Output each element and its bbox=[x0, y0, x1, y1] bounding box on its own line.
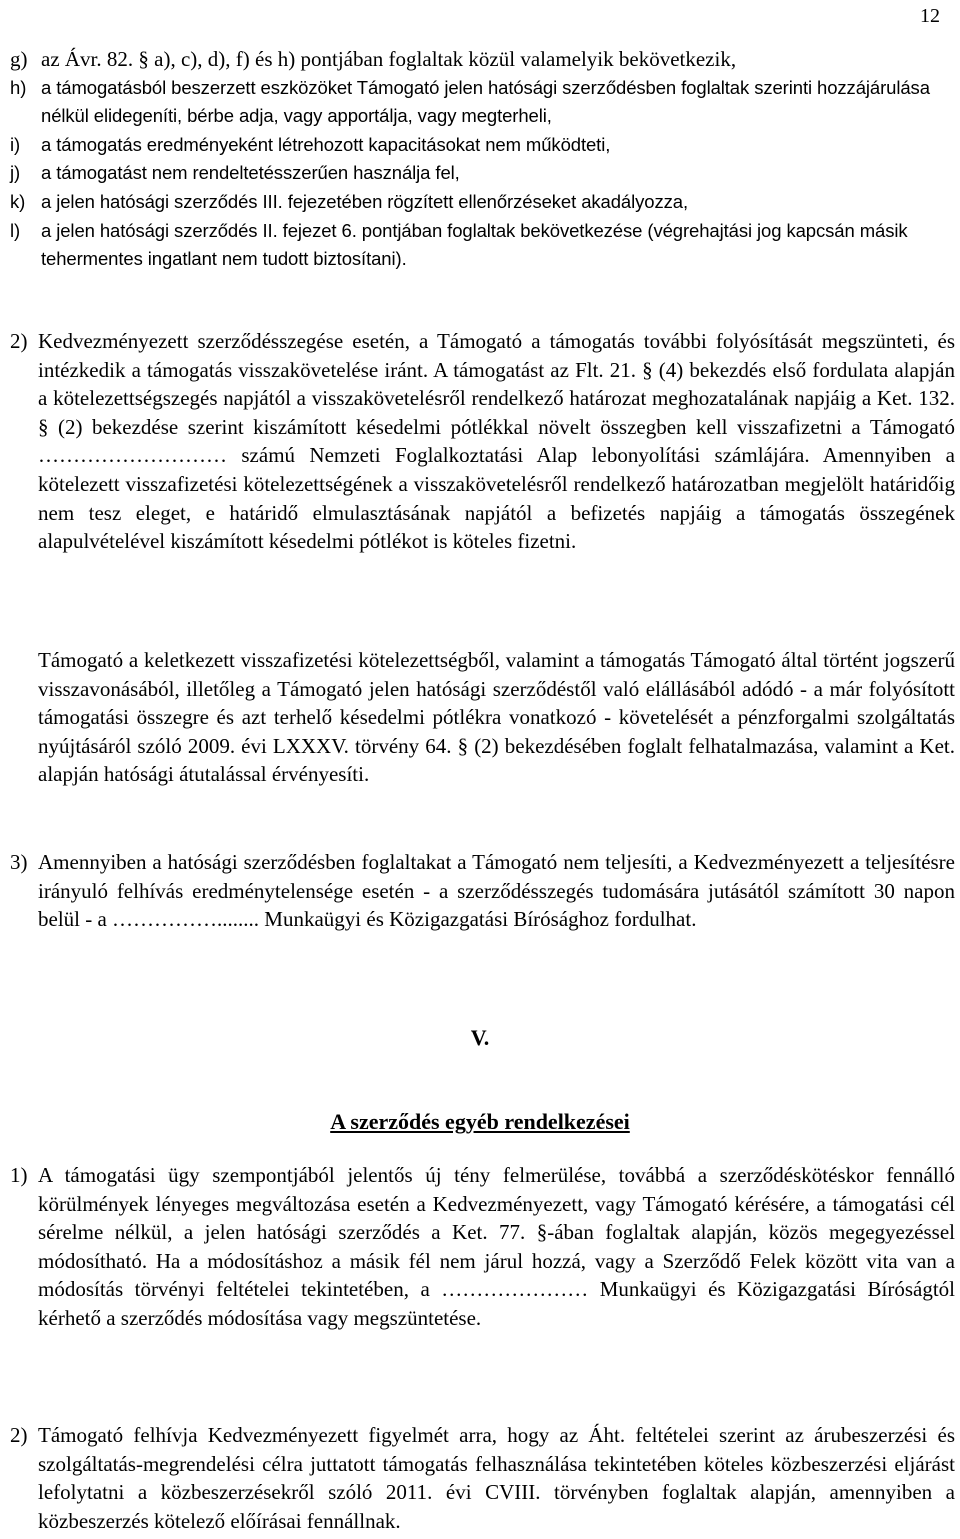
section-label: 3) bbox=[10, 850, 28, 874]
list-item bbox=[10, 217, 955, 274]
list-item-text: a támogatásból beszerzett eszközöket Támogató jelen hatósági szerződésben foglaltak szerinti hozzájárulása nélkül elidegeníti, bérbe adja, vagy apportálja, vagy megterheli, bbox=[41, 76, 930, 127]
list-item-label: h) bbox=[10, 76, 27, 98]
chapter-number: V. bbox=[470, 1025, 490, 1050]
section-text: Amennyiben a hatósági szerződésben foglaltakat a Támogató nem teljesíti, a Kedvezményezett a teljesítésre irányuló felhívás eredménytelensége esetén - a szerződésszegés tudomására jutásától számított 30 napon belül - a ……………........ Munkaügyi és Közigazgatási Bírósághoz fordulhat. bbox=[38, 850, 955, 932]
list-item bbox=[10, 188, 955, 217]
list-item-text: a támogatást nem rendeltetésszerűen használja fel, bbox=[41, 162, 460, 184]
list-item-label: g) bbox=[10, 47, 28, 71]
list-item-text: a támogatás eredményeként létrehozott kapacitásokat nem működteti, bbox=[41, 133, 611, 155]
section-label: 2) bbox=[10, 1423, 28, 1447]
section-text: Kedvezményezett szerződésszegése esetén, a Támogató a támogatás további folyósítását megszünteti, és intézkedik a támogatás visszakövetelése iránt. A támogatást az Flt. 21. § (4) bekezdés első fordulata alapján a kötelezettségszegés napjától a visszakövetelésről rendelkező határozat meghozatalának napjáig a Ket. 132. § (2) bekezdése szerint kiszámított késedelmi pótlékkal növelt összegben kell visszafizetni a Támogató ……………………… számú Nemzeti Foglalkoztatási Alap lebonyolítási számlájára. Amennyiben a kötelezett visszafizetési kötelezettségének a visszakövetelésről rendelkező határozatban megjelölt határidőig nem tesz eleget, e határidő elmulasztásának napjától a befizetés napjáig a támogatás összegének alapulvételével kiszámított késedelmi pótlékot is köteles fizetni. bbox=[38, 329, 955, 554]
section-label: 1) bbox=[10, 1163, 28, 1187]
list-item bbox=[10, 131, 955, 160]
chapter-section-2 bbox=[10, 1421, 955, 1535]
list-item-text: az Ávr. 82. § a), c), d), f) és h) pontjában foglaltak közül valamelyik bekövetkezik, bbox=[41, 47, 737, 71]
list-item-text: a jelen hatósági szerződés III. fejezetében rögzített ellenőrzéseket akadályozza, bbox=[41, 190, 688, 212]
list-item-label: i) bbox=[10, 133, 21, 155]
page-number: 12 bbox=[920, 5, 940, 27]
chapter-title bbox=[0, 1108, 960, 1137]
section-2 bbox=[10, 327, 955, 556]
list-item-label: l) bbox=[10, 219, 21, 241]
list-item bbox=[10, 45, 955, 74]
list-item bbox=[10, 159, 955, 188]
chapter-title-text: A szerződés egyéb rendelkezései bbox=[330, 1109, 630, 1134]
chapter-section-1 bbox=[10, 1161, 955, 1333]
list-item-text: a jelen hatósági szerződés II. fejezet 6. pontjában foglaltak bekövetkezése (végrehajtási jog kapcsán másik tehermentes ingatlant nem tudott biztosítani). bbox=[41, 219, 908, 270]
paragraph-text: Támogató a keletkezett visszafizetési kötelezettségből, valamint a támogatás Támogató által történt jogszerű visszavonásából, illetőleg a Támogató jelen hatósági szerződéstől való elállásából adódó - a már folyósított támogatási összegre és azt terhelő késedelmi pótlékra vonatkozó - követelését a pénzforgalmi szolgáltatás nyújtásáról szóló 2009. évi LXXXV. törvény 64. § (2) bekezdésében foglalt felhatalmazása, valamint a Ket. alapján hatósági átutalással érvényesíti. bbox=[38, 648, 955, 787]
list-item-label: k) bbox=[10, 190, 26, 212]
section-3 bbox=[10, 848, 955, 934]
section-text: Támogató felhívja Kedvezményezett figyelmét arra, hogy az Áht. feltételei szerint az árubeszerzési és szolgáltatás-megrendelési célra juttatott támogatás felhasználása tekintetében köteles közbeszerzési eljárást lefolytatni a közbeszerzésekről szóló 2011. évi CVIII. törvényben foglaltak alapján, amennyiben a közbeszerzés kötelező előírásai fennállnak. bbox=[38, 1423, 955, 1533]
list-item-label: j) bbox=[10, 162, 21, 184]
list-item bbox=[10, 74, 955, 131]
section-label: 2) bbox=[10, 329, 28, 353]
section-text: A támogatási ügy szempontjából jelentős új tény felmerülése, továbbá a szerződéskötéskor fennálló körülmények lényeges megváltozása esetén a Kedvezményezett, vagy Támogató kérésére, a támogatási cél sérelme nélkül, a jelen hatósági szerződés a Ket. 77. §-ában foglaltak alapján, közös megegyezéssel módosítható. Ha a módosításhoz a másik fél nem járul hozzá, vagy a Szerződő Felek között vita van a módosítás törvényi feltételei tekintetében, a ………………… Munkaügyi és Közigazgatási Bíróságtól kérhető a szerződés módosítása vagy megszüntetése. bbox=[38, 1163, 955, 1330]
paragraph-repayment bbox=[10, 646, 955, 789]
violation-list bbox=[10, 45, 955, 274]
